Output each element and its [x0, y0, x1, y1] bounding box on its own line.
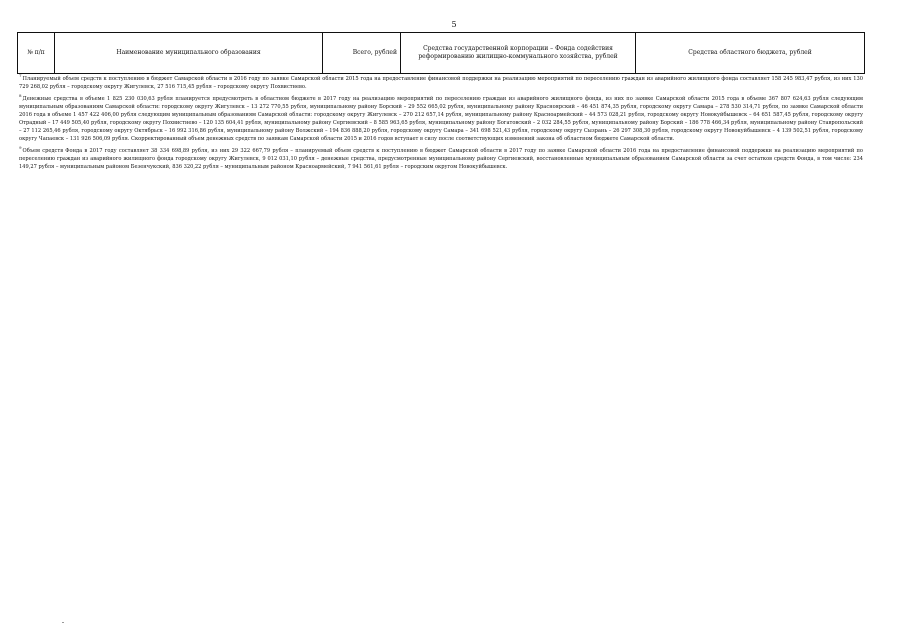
footnote-text: Объем средств Фонда в 2017 году составляет 38 334 698,89 рубля, из них 29 322 667,79 рубля – планируемый объем средств к поступлению в бюджет Самарской области в 2017 году по заявке Самарской области 2016 года на предоставление финансовой поддержки на реализацию мероприятий по переселению граждан из аварийного жилищного фонда городскому округу Жигулевск, 9 012 031,10 рубля – денежные средства, предусмотренные муниципальному району Сергиевский, восстановленные муниципальным образованием Самарской области за счет остатков средств Фонда, в том числе: 234 149,27 рубля – муниципальным районом Безенчукский, 836 320,22 рубля – муниципальным районом Красноармейский, 7 941 561,61 рубля – городским округом Новокуйбышевск.: [19, 148, 863, 170]
page-number: 5: [451, 20, 457, 29]
column-header-municipality: Наименование муниципального образования: [55, 33, 323, 74]
footnote-text: Денежные средства в объеме 1 825 230 030,63 рубля планируется предусмотреть в областном бюджете в 2017 году на реализацию мероприятий по переселению граждан из аварийного жилищного фонда, из них по заявке Самарской области 2015 года в объеме 367 807 624,63 рубля следующим муниципальным образованиям Самарской области: городскому округу Жигулевск – 13 272 770,55 рубля, муниципальному району Борский – 29 552 665,02 рубля, муниципальному району Красноярский – 46 451 874,35 рубля, городскому округу Самара – 278 530 314,71 рубля, по заявке Самарской области 2016 года в объеме 1 457 422 406,00 рубля следующим муниципальным образованиям Самарской области: городскому округу Жигулевск – 270 212 657,14 рубля, муниципальному району Красноармейский – 44 573 028,21 рубля, городскому округу Новокуйбышевск – 64 651 587,45 рубля, городскому округу Отрадный – 17 449 505,40 рубля, городскому округу Похвистнево – 120 135 604,41 рубля, муниципальному району Сергиевский – 8 585 963,65 рубля, муниципальному району Богатовский – 2 032 284,55 рубля, муниципальному району Борский – 186 778 466,34 рубля, муниципальному району Ставропольский – 27 112 265,46 рубля, городскому округу Октябрьск – 16 992 316,86 рубля, муниципальному району Волжский – 194 836 888,20 рубля, городскому округу Самара – 341 698 521,43 рубля, городскому округу Сызрань – 26 297 308,30 рубля, городскому округу Новокуйбышевск – 4 139 502,51 рубля, городскому округу Чапаевск – 131 926 506,09 рубля. Скорректированный объем денежных средств по заявкам Самарской области 2015 и 2016 годов вступает в силу после соответствующих изменений закона об областном бюджете Самарской области.: [19, 96, 863, 142]
footnote-marker: 7: [19, 73, 22, 79]
column-header-regional-budget: Средства областного бюджета, рублей: [636, 33, 865, 74]
table-header: [17, 32, 865, 74]
footnote-8: [19, 95, 863, 143]
column-header-fund: Средства государственной корпорации – Фонда содействия реформированию жилищно-коммунального хозяйства, рублей: [401, 33, 636, 74]
footnote-marker: 9: [19, 145, 22, 151]
scan-mark: [62, 622, 64, 623]
footnote-9: [19, 147, 863, 171]
footnote-7: [19, 75, 863, 91]
table-header-row: [18, 33, 865, 74]
footnote-marker: 8: [19, 93, 22, 99]
footnotes: [19, 75, 863, 175]
column-header-total: Всего, рублей: [323, 33, 401, 74]
footnote-text: Планируемый объем средств к поступлению в бюджет Самарской области в 2016 году по заявке Самарской области 2015 года на предоставление финансовой поддержки на реализацию мероприятий по переселению граждан из аварийного жилищного фонда составляет 158 245 983,47 рубля, из них 130 729 268,02 рубля – городскому округу Жигулевск, 27 516 715,45 рубля – городскому округу Похвистнево.: [19, 76, 863, 90]
column-header-number: № п/п: [18, 33, 55, 74]
